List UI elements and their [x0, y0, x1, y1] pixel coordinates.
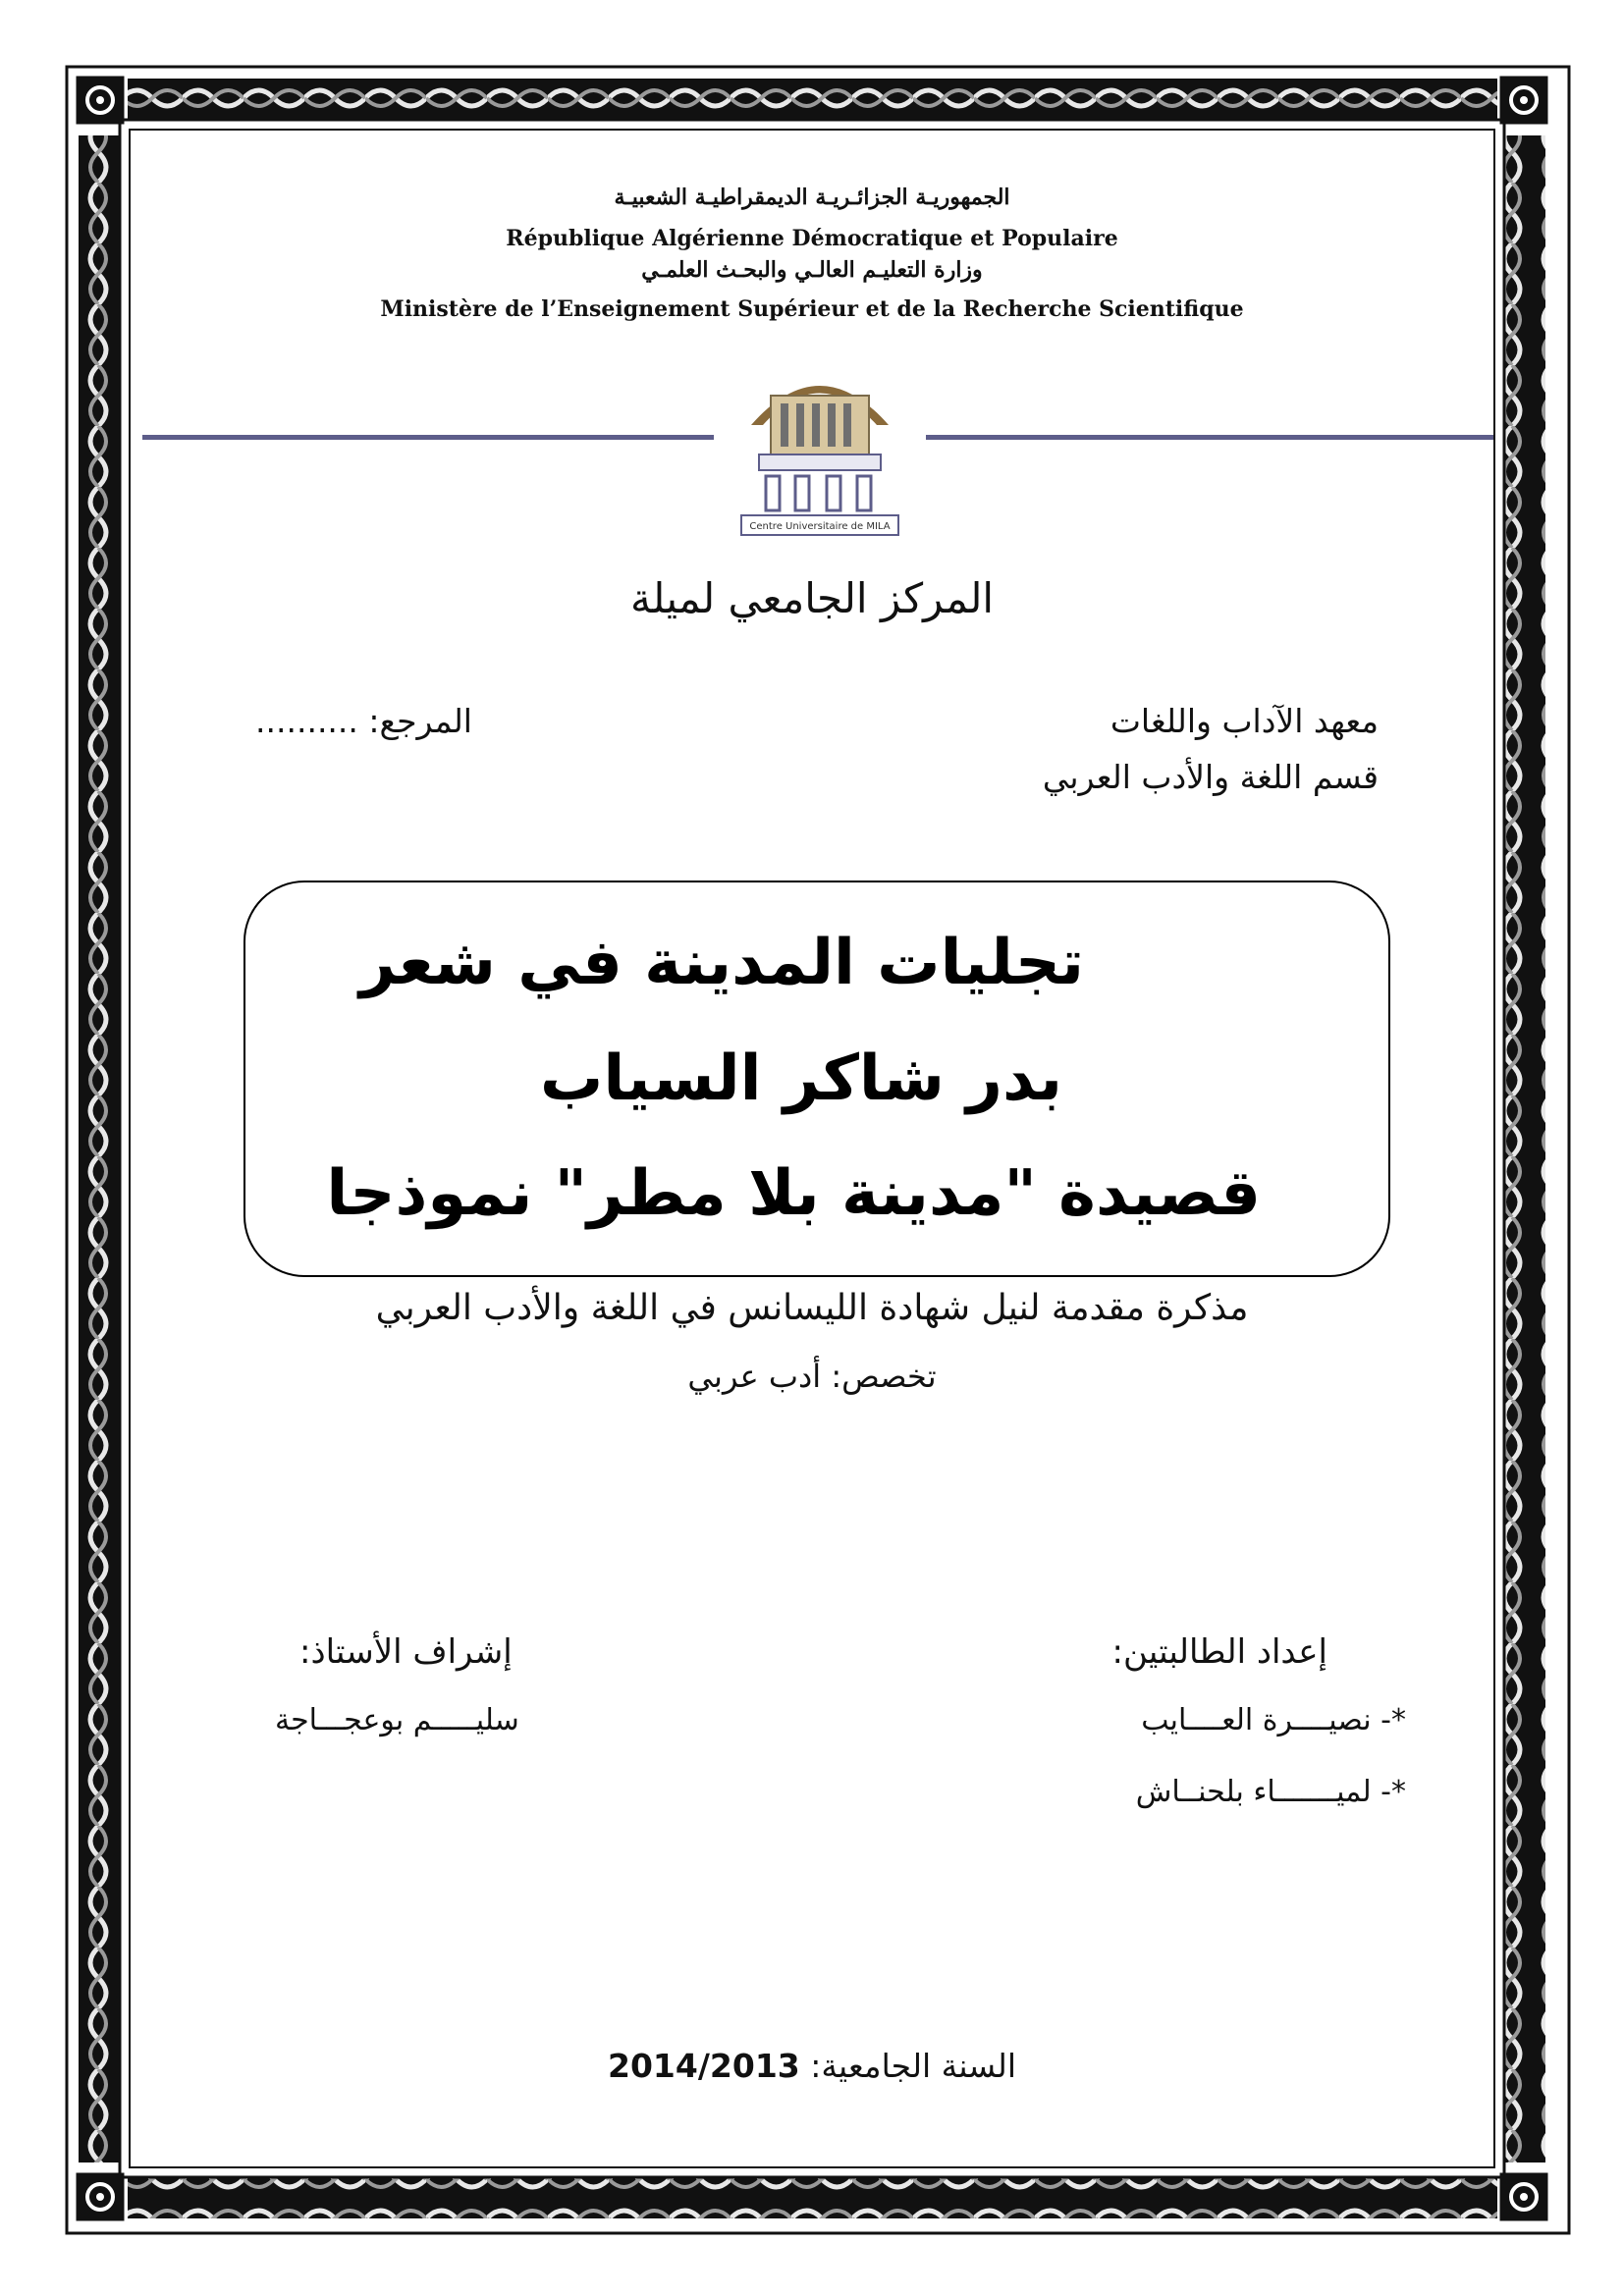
header-rule-right: [926, 435, 1493, 440]
student-name-1: *- نصيــــرة العــــايب: [1141, 1703, 1406, 1737]
supervisor-heading: إشراف الأستاذ:: [299, 1632, 513, 1672]
title-line-3: قصيدة "مدينة بلا مطر" نموذجا: [326, 1157, 1261, 1230]
institution-name: المركز الجامعي لميلة: [629, 574, 995, 622]
university-building-logo: [731, 356, 908, 538]
logo-caption: Centre Universitaire de MILA: [749, 521, 891, 532]
supervisor-name: سليـــــم بوعجـــاجة: [275, 1703, 519, 1737]
header-rule-left: [142, 435, 714, 440]
thesis-note: مذكرة مقدمة لنيل شهادة الليسانس في اللغة والأدب العربي: [375, 1288, 1249, 1328]
title-line-1: تجليات المدينة في شعر: [359, 927, 1084, 999]
title-box: [244, 881, 1390, 1277]
title-line-2: بدر شاكر السياب: [540, 1042, 1062, 1115]
specialty: تخصص: أدب عربي: [687, 1358, 937, 1395]
academic-year: [0, 2047, 1624, 2085]
republic-arabic: الجمهوريـة الجزائـريـة الديمقراطيـة الشعبيـة: [614, 185, 1010, 210]
republic-french: République Algérienne Démocratique et Populaire: [506, 226, 1118, 251]
academic-year-label: السنة الجامعية:: [799, 2047, 1016, 2085]
student-name-2: *- لميـــــــاء بلحنــاش: [1135, 1775, 1406, 1809]
academic-year-value: 2014/2013: [608, 2047, 800, 2085]
reference-number: المرجع: ..........: [255, 702, 472, 740]
students-heading: إعداد الطالبتين:: [1111, 1632, 1327, 1672]
ministry-arabic: وزارة التعليـم العالـي والبحـث العلمـي: [641, 257, 983, 283]
department-name: قسم اللغة والأدب العربي: [1042, 758, 1379, 796]
institute-name: معهد الآداب واللغات: [1110, 702, 1379, 740]
ministry-french: Ministère de l’Enseignement Supérieur et de la Recherche Scientifique: [380, 296, 1244, 322]
